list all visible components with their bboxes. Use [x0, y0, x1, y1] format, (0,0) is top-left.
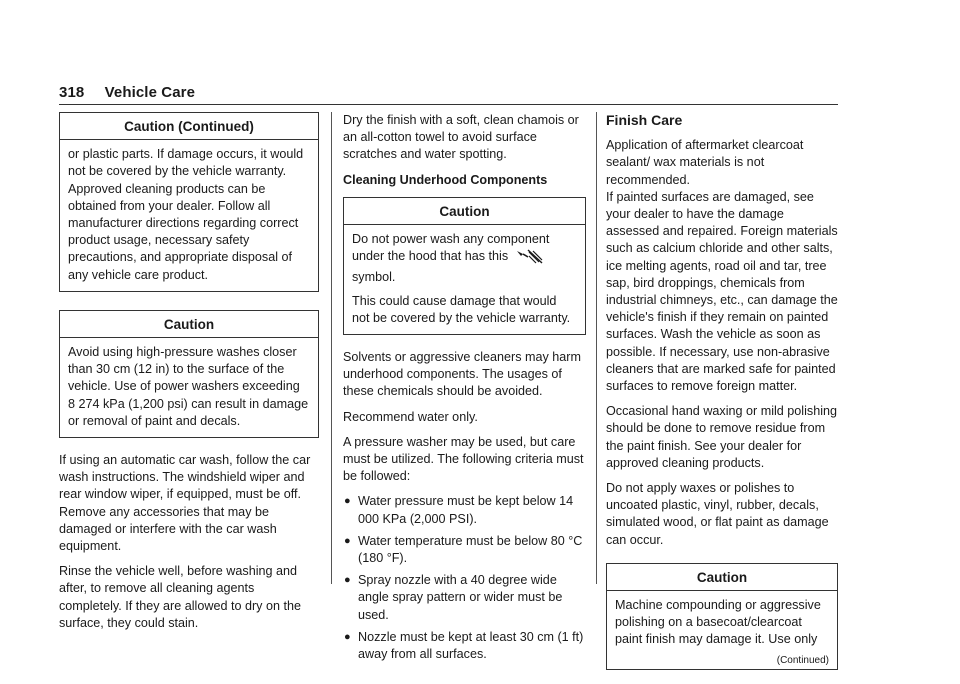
paragraph: If painted surfaces are damaged, see your dealer to have the damage assessed and repaired. Foreign materials such as calcium chloride and other salts, ice melting agents, road oil and tar, tree sap, bird droppings, chemicals from industrial chimneys, etc., can damage the vehicle's finish if they remain on painted surfaces. Wash the vehicle as soon as possible. If necessary, use non-abrasive cleaners that are marked safe for painted surfaces to remove foreign matter.: [606, 189, 838, 394]
caution-title: Caution (Continued): [60, 113, 318, 140]
caution-text: This could cause damage that would not be covered by the vehicle warranty.: [352, 293, 571, 325]
paragraph: If using an automatic car wash, follow the car wash instructions. The windshield wiper and rear window wiper, if equipped, must be off. Remove any accessories that may be damaged or interfere with the car wash equipment.: [59, 453, 311, 554]
caution-text-start: Do not power wash any component under the hood that has this: [352, 232, 550, 264]
chapter-title: Vehicle Care: [104, 84, 196, 101]
caution-text: [352, 231, 577, 287]
list-item: ● Water pressure must be kept below 14 000 KPa (2,000 PSI).: [344, 494, 574, 526]
bullet-icon: ●: [344, 630, 351, 643]
paragraph: Solvents or aggressive cleaners may harm underhood components. The usages of these chemicals should be avoided.: [343, 350, 581, 399]
caution-text: Machine compounding or aggressive polishing on a basecoat/clearcoat paint finish may damage it. Use only: [615, 598, 821, 647]
caution-text-end: symbol.: [352, 270, 396, 285]
column-2: [343, 112, 586, 668]
page-number: 318: [59, 84, 85, 101]
criteria-list: [343, 493, 586, 663]
caution-title: Caution: [60, 311, 318, 338]
column-3: [606, 112, 838, 684]
paragraph: Do not apply waxes or polishes to uncoated plastic, vinyl, rubber, decals, simulated wood, or flat paint as damage can occur.: [606, 481, 829, 547]
bullet-icon: ●: [344, 495, 351, 508]
paragraph: A pressure washer may be used, but care must be utilized. The following criteria must be followed:: [343, 434, 584, 484]
caution-box-polishing: [606, 563, 838, 670]
column-divider: [331, 112, 332, 584]
paragraph: Occasional hand waxing or mild polishing should be done to remove residue from the paint finish. See your dealer for approved cleaning products.: [606, 404, 838, 470]
page-header: [59, 84, 195, 101]
continued-label: (Continued): [776, 654, 829, 666]
caution-title: Caution: [344, 198, 585, 225]
bullet-icon: ●: [344, 574, 351, 587]
subheading: Cleaning Underhood Components: [343, 172, 548, 187]
caution-box-continued: [59, 112, 319, 292]
column-divider: [596, 112, 597, 584]
list-item: ● Spray nozzle with a 40 degree wide angle spray pattern or wider must be used.: [344, 573, 563, 622]
paragraph: Dry the finish with a soft, clean chamois or an all-cotton towel to avoid surface scratches and water spotting.: [343, 113, 579, 162]
bullet-icon: ●: [344, 534, 351, 547]
paragraph: Recommend water only.: [343, 409, 478, 424]
header-rule: [59, 104, 838, 105]
no-power-wash-icon: [515, 248, 545, 269]
caution-box-pressure: [59, 310, 319, 438]
list-item: ● Nozzle must be kept at least 30 cm (1 ft) away from all surfaces.: [344, 629, 584, 662]
section-title: Finish Care: [606, 112, 683, 128]
caution-box-underhood: [343, 197, 586, 335]
caution-title: Caution: [607, 564, 837, 591]
caution-text: or plastic parts. If damage occurs, it would not be covered by the vehicle warranty. Approved cleaning products can be obtained from your dealer. Follow all manufacturer directions regarding correct product usage, necessary safety precautions, and appropriate disposal of any vehicle care product.: [68, 147, 304, 282]
paragraph: Application of aftermarket clearcoat sealant/ wax materials is not recommended.: [606, 138, 804, 187]
list-item: ● Water temperature must be below 80 °C (180 °F).: [344, 533, 583, 566]
paragraph: Rinse the vehicle well, before washing and after, to remove all cleaning agents completely. If they are allowed to dry on the surface, they could stain.: [59, 564, 301, 630]
column-1: [59, 112, 319, 640]
caution-text: Avoid using high-pressure washes closer than 30 cm (12 in) to the surface of the vehicle. Use of power washers exceeding 8 274 kPa (1,200 psi) can result in damage or removal of paint and decals.: [68, 345, 309, 428]
